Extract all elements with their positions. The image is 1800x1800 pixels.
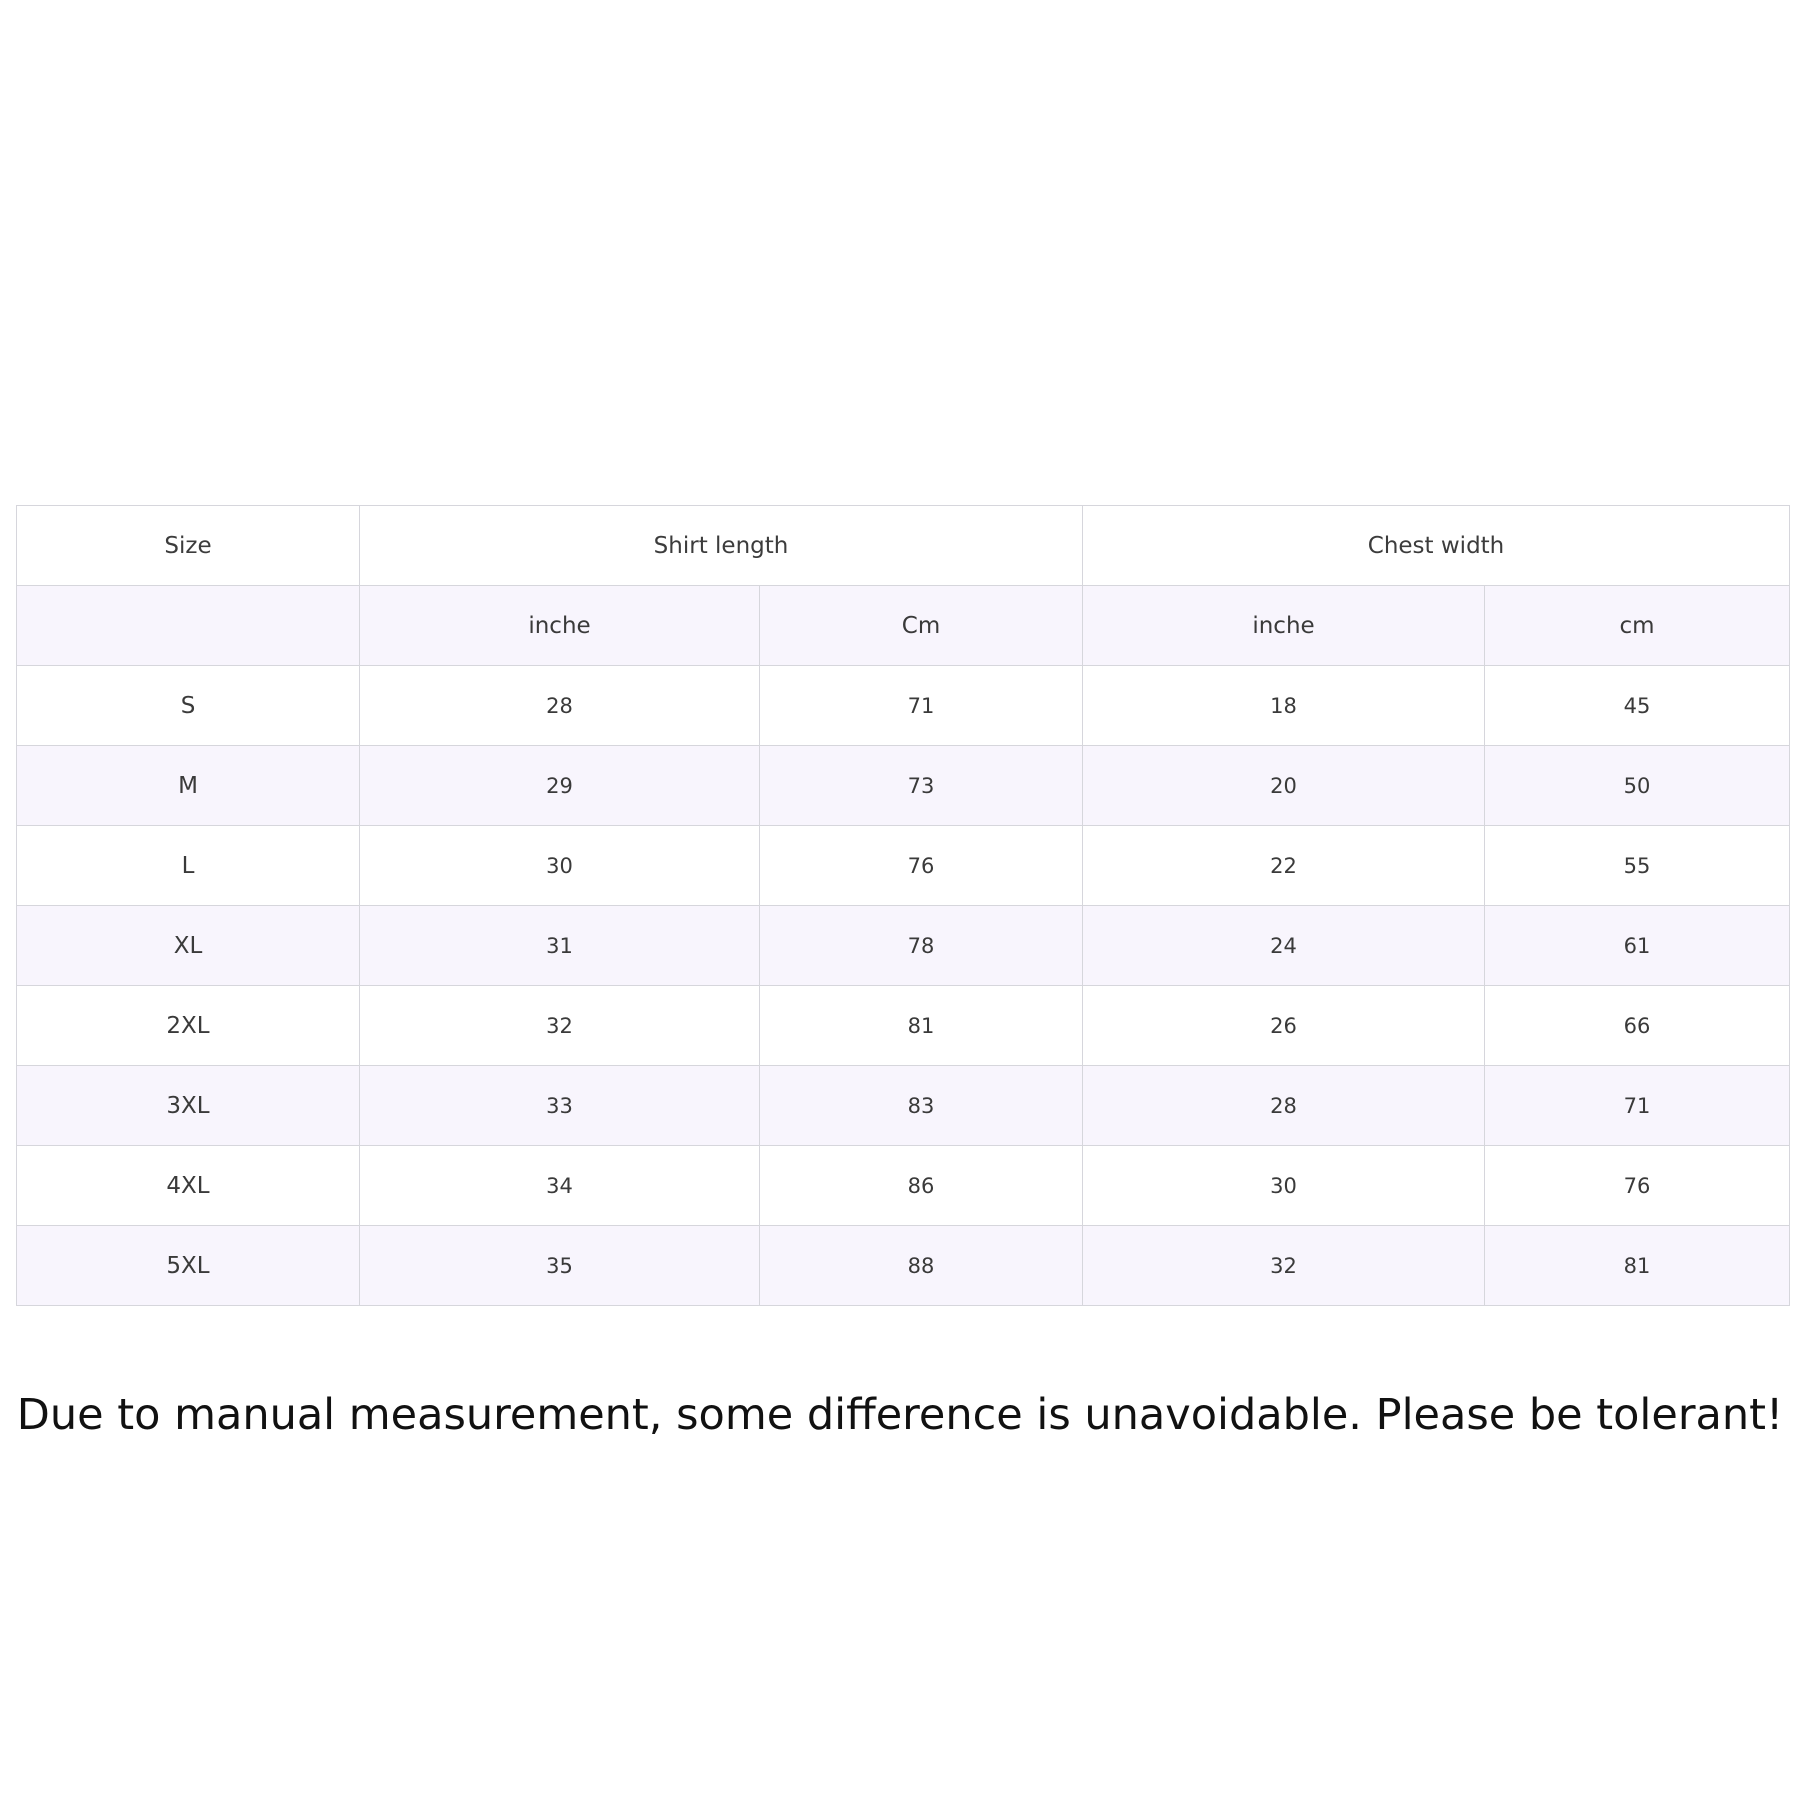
unit-chest-width-inch: inche (1083, 586, 1485, 666)
chest-width-cm-cell: 45 (1485, 666, 1790, 746)
table-row (17, 986, 1790, 1066)
size-cell: M (17, 746, 360, 826)
header-shirt-length: Shirt length (360, 506, 1083, 586)
size-cell: 5XL (17, 1226, 360, 1306)
size-cell: XL (17, 906, 360, 986)
shirt-length-cm-cell: 73 (760, 746, 1083, 826)
chest-width-cm-cell: 50 (1485, 746, 1790, 826)
header-chest-width: Chest width (1083, 506, 1790, 586)
shirt-length-cm-cell: 71 (760, 666, 1083, 746)
chest-width-cm-cell: 61 (1485, 906, 1790, 986)
size-cell: L (17, 826, 360, 906)
chest-width-cm-cell: 66 (1485, 986, 1790, 1066)
unit-size-empty (17, 586, 360, 666)
size-cell: 3XL (17, 1066, 360, 1146)
header-size: Size (17, 506, 360, 586)
shirt-length-inch-cell: 31 (360, 906, 760, 986)
shirt-length-cm-cell: 76 (760, 826, 1083, 906)
table-row (17, 666, 1790, 746)
shirt-length-cm-cell: 83 (760, 1066, 1083, 1146)
chest-width-cm-cell: 71 (1485, 1066, 1790, 1146)
chest-width-inch-cell: 32 (1083, 1226, 1485, 1306)
chest-width-inch-cell: 20 (1083, 746, 1485, 826)
unit-chest-width-cm: cm (1485, 586, 1790, 666)
shirt-length-cm-cell: 81 (760, 986, 1083, 1066)
shirt-length-inch-cell: 34 (360, 1146, 760, 1226)
measurement-footnote: Due to manual measurement, some difference is unavoidable. Please be tolerant! (16, 1390, 1784, 1440)
shirt-length-cm-cell: 78 (760, 906, 1083, 986)
shirt-length-inch-cell: 28 (360, 666, 760, 746)
shirt-length-cm-cell: 86 (760, 1146, 1083, 1226)
unit-shirt-length-cm: Cm (760, 586, 1083, 666)
shirt-length-inch-cell: 32 (360, 986, 760, 1066)
shirt-length-inch-cell: 29 (360, 746, 760, 826)
shirt-length-inch-cell: 33 (360, 1066, 760, 1146)
chest-width-inch-cell: 28 (1083, 1066, 1485, 1146)
chest-width-inch-cell: 30 (1083, 1146, 1485, 1226)
size-cell: S (17, 666, 360, 746)
size-chart-table (16, 505, 1790, 1306)
chest-width-cm-cell: 81 (1485, 1226, 1790, 1306)
table-row (17, 746, 1790, 826)
table-row (17, 1226, 1790, 1306)
shirt-length-inch-cell: 35 (360, 1226, 760, 1306)
chest-width-inch-cell: 24 (1083, 906, 1485, 986)
size-cell: 4XL (17, 1146, 360, 1226)
table-row (17, 826, 1790, 906)
unit-shirt-length-inch: inche (360, 586, 760, 666)
shirt-length-inch-cell: 30 (360, 826, 760, 906)
chest-width-cm-cell: 55 (1485, 826, 1790, 906)
table-row (17, 1146, 1790, 1226)
table-unit-row (17, 586, 1790, 666)
chest-width-inch-cell: 22 (1083, 826, 1485, 906)
table-header-row (17, 506, 1790, 586)
table-row (17, 1066, 1790, 1146)
table-row (17, 906, 1790, 986)
chest-width-inch-cell: 18 (1083, 666, 1485, 746)
size-cell: 2XL (17, 986, 360, 1066)
chest-width-inch-cell: 26 (1083, 986, 1485, 1066)
chest-width-cm-cell: 76 (1485, 1146, 1790, 1226)
shirt-length-cm-cell: 88 (760, 1226, 1083, 1306)
